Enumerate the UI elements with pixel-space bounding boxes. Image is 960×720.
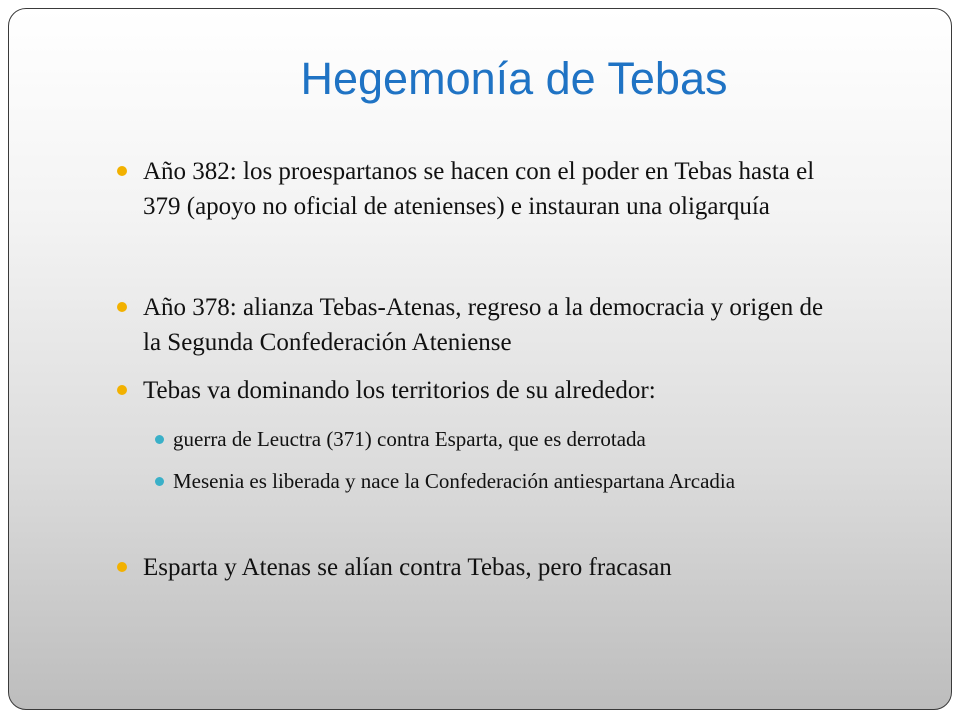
- slide-content: [9, 9, 952, 710]
- bullet-text: Esparta y Atenas se alían contra Tebas, pero fracasan: [143, 554, 672, 581]
- bullet-item: [143, 550, 843, 585]
- bullet-icon: [117, 562, 127, 572]
- bullet-text: Año 378: alianza Tebas-Atenas, regreso a la democracia y origen de la Segunda Confederación Ateniense: [143, 294, 824, 356]
- sub-bullet-icon: [155, 477, 164, 486]
- bullet-icon: [117, 166, 127, 176]
- sub-bullet-item: [173, 465, 853, 497]
- bullet-item: [143, 154, 843, 224]
- sub-bullet-item: [173, 423, 853, 455]
- bullet-icon: [117, 302, 127, 312]
- slide-title: Hegemonía de Tebas: [300, 53, 728, 104]
- sub-bullet-text: Mesenia es liberada y nace la Confederación antiespartana Arcadia: [173, 469, 736, 493]
- bullet-text: Año 382: los proespartanos se hacen con el poder en Tebas hasta el 379 (apoyo no oficial de atenienses) e instauran una oligarquía: [143, 158, 815, 220]
- sub-bullet-text: guerra de Leuctra (371) contra Esparta, que es derrotada: [173, 427, 646, 451]
- bullet-item: [143, 290, 843, 360]
- bullet-icon: [117, 385, 127, 395]
- slide: [8, 8, 952, 710]
- bullet-text: Tebas va dominando los territorios de su alrededor:: [143, 377, 656, 404]
- bullet-item: [143, 373, 843, 408]
- sub-bullet-icon: [155, 435, 164, 444]
